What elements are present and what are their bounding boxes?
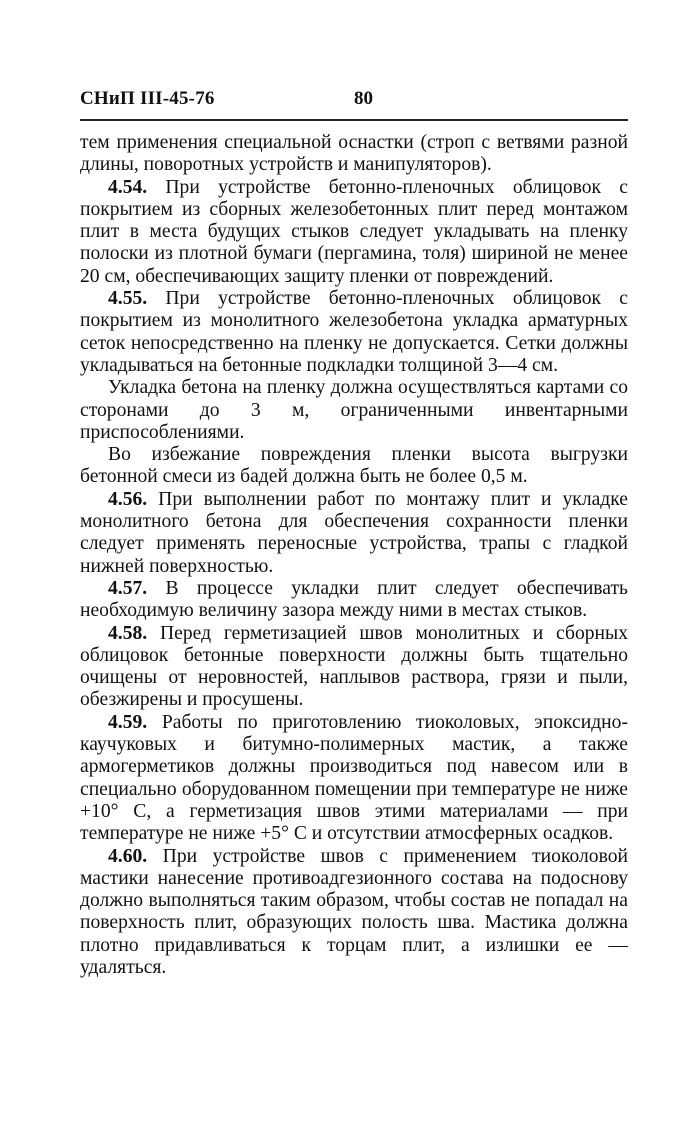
page-header <box>80 88 628 110</box>
clause-4-58 <box>80 623 628 712</box>
paragraph-text: Работы по приготовлению тиоколовых, эпоксидно-каучуковых и битумно-полимерных мастик, а также армогерметиков должны производиться под навесом или в специально оборудованном помещении при температуре не ниже +10° С, а герметизация швов этими материалами — при температуре не ниже +5° С и отсутствии атмосферных осадков. <box>80 711 628 845</box>
paragraph-text: тем применения специальной оснастки (строп с ветвями разной длины, поворотных устройств и манипуляторов). <box>80 132 628 176</box>
paragraph-text: При устройстве бетонно-пленочных облицовок с покрытием из монолитного железобетона укладка арматурных сеток непосредственно на пленку не допускается. Сетки должны укладываться на бетонные подкладки толщиной 3—4 см. <box>80 288 628 376</box>
clause-4-55 <box>80 288 628 377</box>
header-rule <box>80 119 628 121</box>
clause-number: 4.57. <box>108 577 148 599</box>
clause-4-57 <box>80 578 628 623</box>
paragraph-text: Укладка бетона на пленку должна осуществляться картами со сторонами до 3 м, ограниченными инвентарными приспособлениями. <box>80 377 628 443</box>
page-number: 80 <box>354 88 373 109</box>
clause-number: 4.60. <box>108 845 148 867</box>
paragraph-text: В процессе укладки плит следует обеспечивать необходимую величину зазора между ними в местах стыков. <box>80 577 628 622</box>
paragraph-text: Во избежание повреждения пленки высота выгрузки бетонной смеси из бадей должна быть не более 0,5 м. <box>80 444 628 488</box>
clause-number: 4.56. <box>108 488 148 510</box>
paragraph-text: При устройстве бетонно-пленочных облицовок с покрытием из сборных железобетонных плит перед монтажом плит в места будущих стыков следует укладывать на пленку полоски из плотной бумаги (пергамина, толя) шириной не менее 20 см, обеспечивающих защиту пленки от повреждений. <box>80 176 628 287</box>
clause-number: 4.58. <box>108 622 148 644</box>
clause-number: 4.55. <box>108 288 148 310</box>
clause-number: 4.54. <box>108 176 148 198</box>
body-text <box>80 132 628 979</box>
paragraph-text: Перед герметизацией швов монолитных и сборных облицовок бетонные поверхности должны быть тщательно очищены от неровностей, наплывов раствора, грязи и пыли, обезжирены и просушены. <box>80 622 628 711</box>
clause-4-59 <box>80 712 628 846</box>
clause-number: 4.59. <box>108 711 148 733</box>
clause-4-54 <box>80 177 628 288</box>
clause-4-60 <box>80 846 628 980</box>
paragraph-unloading-height <box>80 444 628 489</box>
paragraph-text: При устройстве швов с применением тиоколовой мастики нанесение противоадгезионного состава на подоснову должно выполняться таким образом, чтобы состав не попадал на поверхность плит, образующих полость шва. Мастика должна плотно придавливаться к торцам плит, а излишки ее — удаляться. <box>80 845 628 978</box>
clause-4-56 <box>80 489 628 578</box>
paragraph-continuation <box>80 132 628 177</box>
document-code: СНиП III-45-76 <box>80 88 215 109</box>
paragraph-text: При выполнении работ по монтажу плит и укладке монолитного бетона для обеспечения сохранности пленки следует применять переносные устройства, трапы с гладкой нижней поверхностью. <box>80 488 628 577</box>
paragraph-concrete-laying <box>80 377 628 444</box>
